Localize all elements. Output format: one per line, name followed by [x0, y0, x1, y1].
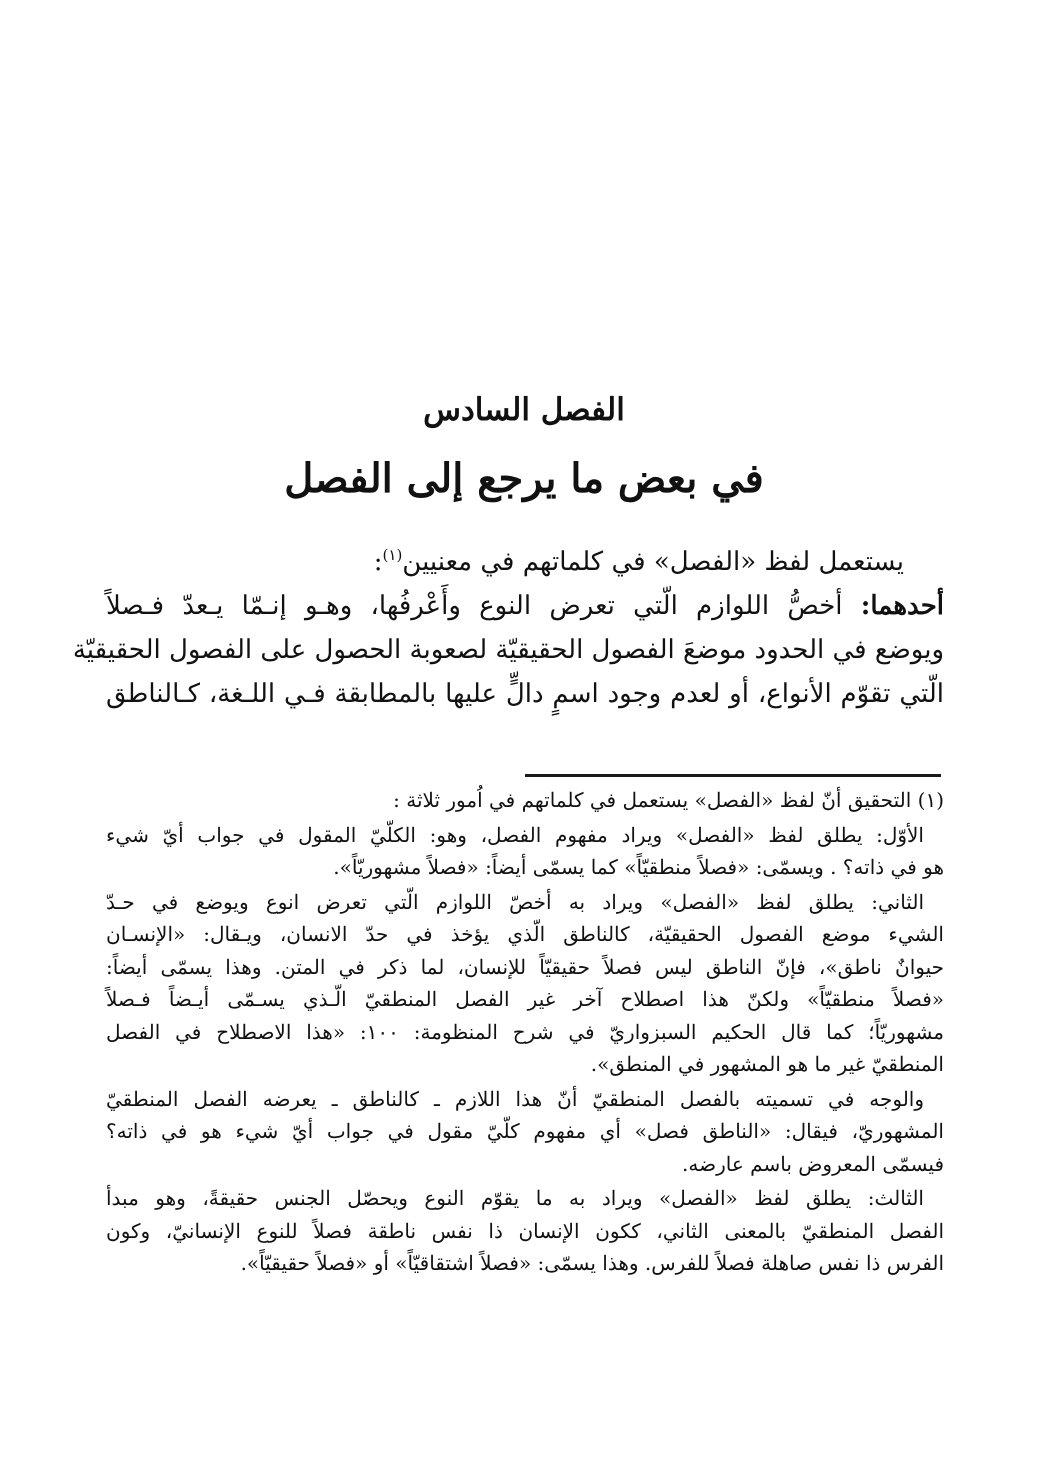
- footnote-line: الأوّل: يطلق لفظ «الفصل» ويراد مفهوم الفصل، وهو: الكلّيّ المقول في جواب أيّ شيء: [106, 822, 924, 847]
- footnote-line: الثاني: يطلق لفظ «الفصل» ويراد به أخصّ اللوازم الّتي تعرض انوع ويوضع في حـدّ: [106, 889, 924, 914]
- footnotes: [106, 784, 944, 1282]
- footnote-line: الفرس ذا نفس صاهلة فصلاً للفرس. وهذا يسمّى: «فصلاً اشتقاقيّاً» أو «فصلاً حقيقيّاً».: [240, 1251, 944, 1275]
- footnote-line: الفصل المنطقيّ بالمعنى الثاني، ككون الإنسان ذا نفس ناطقة فصلاً للنوع الإنسانيّ، وكون: [106, 1218, 944, 1243]
- body-line: [106, 672, 944, 716]
- body-line-text: الّتي تقوّم الأنواع، أو لعدم وجود اسمٍ دالٍّ عليها بالمطابقة فـي اللـغة، كـالناطق: [106, 679, 944, 709]
- footnote-line: المشهوريّ، فيقال: «الناطق فصل» أي مفهوم كلّيّ مقول في جواب أيّ شيء هو في ذاته؟: [106, 1119, 944, 1143]
- chapter-label: الفصل السادس: [423, 392, 625, 428]
- footnote-line: حيوانٌ ناطق»، فإنّ الناطق ليس فصلاً حقيقيّاً للإنسان، لما ذكر في المتن. وهذا يسمّى أيضاً:: [106, 954, 944, 979]
- intro-suffix: :: [373, 547, 383, 577]
- body-line: [72, 628, 944, 672]
- intro-line: [106, 540, 944, 584]
- footnote-line: المنطقيّ غير ما هو المشهور في المنطق».: [590, 1052, 944, 1076]
- body-line-text: ويوضع في الحدود موضعَ الفصول الحقيقيّة لصعوبة الحصول على الفصول الحقيقيّة: [72, 635, 944, 665]
- footnote-paragraph-first-meaning: [106, 819, 944, 884]
- body-lead-term: أحدهما:: [860, 591, 944, 621]
- footnote-line: هو في ذاته؟ . ويسمّى: «فصلاً منطقيّاً» كما يسمّى أيضاً: «فصلاً مشهوريّاً».: [333, 855, 944, 879]
- footnote-paragraph-third-meaning: [106, 1182, 944, 1280]
- footnote-line: (١) التحقيق أنّ لفظ «الفصل» يستعمل في كلماتهم في اُمور ثلاثة :: [393, 788, 944, 812]
- footnote-line: مشهوريّاً؛ كما قال الحكيم السبزواريّ في شرح المنظومة: ١٠٠: «هذا الاصطلاح في الفصل: [106, 1019, 944, 1044]
- body-line-text: أخصُّ اللوازم الّتي تعرض النوع وأَعْرفُها، وهـو إنـمّا يـعدّ فـصلاً: [106, 591, 861, 621]
- body-line: [106, 584, 944, 628]
- intro-text: يستعمل لفظ «الفصل» في كلماتهم في معنيين: [402, 547, 904, 577]
- footnote-reference-1[interactable]: (١): [382, 546, 403, 564]
- main-text: [72, 540, 944, 716]
- chapter-title: في بعض ما يرجع إلى الفصل: [284, 455, 764, 502]
- footnote-paragraph-naming-reason: [106, 1083, 944, 1181]
- footnote-line: الشيء موضع الفصول الحقيقيّة، كالناطق الّذي يؤخذ في حدّ الانسان، ويـقال: «الإنسـان: [106, 922, 944, 946]
- footnote-line: والوجه في تسميته بالفصل المنطقيّ أنّ هذا اللازم ـ كالناطق ـ يعرضه الفصل المنطقيّ: [106, 1086, 924, 1111]
- footnote-paragraph: [106, 784, 944, 817]
- footnote-line: «فصلاً منطقيّاً» ولكنّ هذا اصطلاح آخر غير الفصل المنطقيّ الّـذي يسـمّى أيـضاً فـصلاً: [106, 987, 944, 1011]
- footnote-line: الثالث: يطلق لفظ «الفصل» ويراد به ما يقوّم النوع ويحصّل الجنس حقيقةً، وهو مبدأ: [106, 1186, 924, 1210]
- footnote-paragraph-second-meaning: [106, 886, 944, 1081]
- footnote-separator: [525, 774, 941, 777]
- footnote-line: فيسمّى المعروض باسم عارضه.: [682, 1151, 944, 1176]
